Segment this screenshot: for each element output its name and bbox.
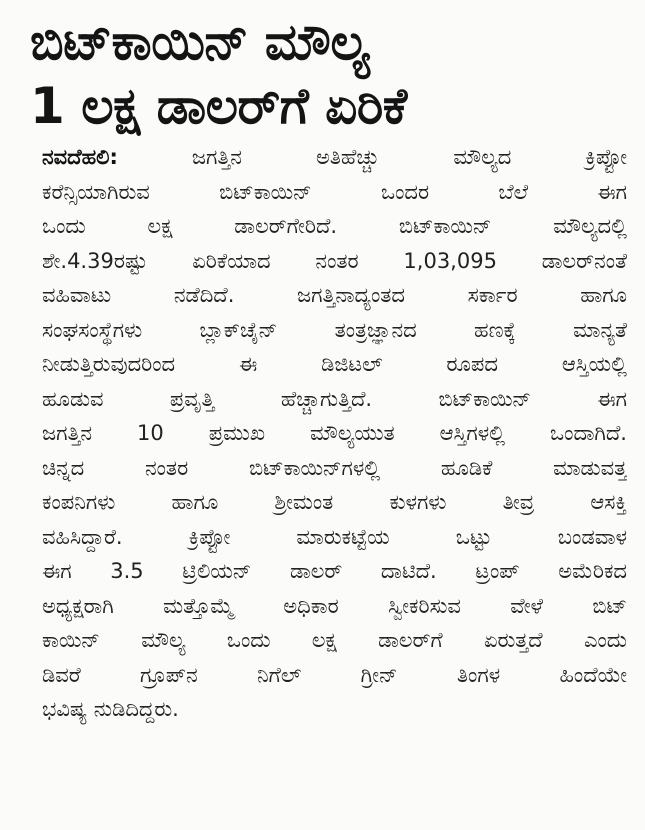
article-line: ಒಂದು ಲಕ್ಷ ಡಾಲರ್‌ಗೇರಿದೆ. ಬಿಟ್‌ಕಾಯಿನ್ ಮೌಲ್ಯದಲ್ಲಿ bbox=[42, 214, 627, 238]
article-line: ಶೇ.4.39ರಷ್ಟು ಏರಿಕೆಯಾದ ನಂತರ 1,03,095 ಡಾಲರ್‌ನಂತೆ bbox=[42, 248, 627, 273]
article-line: ಸಂಘಸಂಸ್ಥೆಗಳು ಬ್ಲಾಕ್‌ಚೈನ್ ತಂತ್ರಜ್ಞಾನದ ಹಣಕ್ಕೆ ಮಾನ್ಯತೆ bbox=[42, 317, 627, 342]
article-line: ಕಂಪನಿಗಳು ಹಾಗೂ ಶ್ರೀಮಂತ ಕುಳಗಳು ತೀವ್ರ ಆಸಕ್ತಿ bbox=[42, 490, 627, 514]
article-line: ಕಾಯಿನ್ ಮೌಲ್ಯ ಒಂದು ಲಕ್ಷ ಡಾಲರ್‌ಗೆ ಏರುತ್ತದೆ ಎಂದು bbox=[42, 628, 627, 652]
article-line: ಕರೆನ್ಸಿಯಾಗಿರುವ ಬಿಟ್‌ಕಾಯಿನ್ ಒಂದರ ಬೆಲೆ ಈಗ bbox=[42, 179, 627, 204]
article-line: ಭವಿಷ್ಯ ನುಡಿದಿದ್ದರು. bbox=[42, 697, 179, 721]
article-line bbox=[42, 140, 627, 175]
article-line: ಜಗತ್ತಿನ 10 ಪ್ರಮುಖ ಮೌಲ್ಯಯುತ ಆಸ್ತಿಗಳಲ್ಲಿ ಒಂದಾಗಿದೆ. bbox=[42, 421, 627, 445]
article-line: ಈಗ 3.5 ಟ್ರಿಲಿಯನ್ ಡಾಲರ್ ದಾಟಿದೆ. ಟ್ರಂಪ್ ಅಮೆರಿಕದ bbox=[42, 559, 627, 583]
article-line: ನೀಡುತ್ತಿರುವುದರಿಂದ ಈ ಡಿಜಿಟಲ್ ರೂಪದ ಆಸ್ತಿಯಲ್ಲಿ bbox=[42, 352, 627, 376]
headline-line-1: ಬಿಟ್‌ಕಾಯಿನ್ ಮೌಲ್ಯ bbox=[30, 13, 370, 71]
article-line-text: ಜಗತ್ತಿನ ಅತಿಹೆಚ್ಚು ಮೌಲ್ಯದ ಕ್ರಿಪ್ಟೋ bbox=[191, 145, 627, 169]
article-line: ವಹಿವಾಟು ನಡೆದಿದೆ. ಜಗತ್ತಿನಾದ್ಯಂತದ ಸರ್ಕಾರ ಹಾಗೂ bbox=[42, 283, 627, 307]
article-line: ಡಿವರೆ ಗ್ರೂಪ್‌ನ ನಿಗೆಲ್ ಗ್ರೀನ್ ತಿಂಗಳ ಹಿಂದೆಯೇ bbox=[42, 662, 627, 687]
article-line: ಹೂಡುವ ಪ್ರವೃತ್ತಿ ಹೆಚ್ಚಾಗುತ್ತಿದೆ. ಬಿಟ್‌ಕಾಯಿನ್ ಈಗ bbox=[42, 386, 627, 411]
article-line: ಚಿನ್ನದ ನಂತರ ಬಿಟ್‌ಕಾಯಿನ್‌ಗಳಲ್ಲಿ ಹೂಡಿಕೆ ಮಾಡುವತ್ತ bbox=[42, 455, 627, 480]
article-line: ಅಧ್ಯಕ್ಷರಾಗಿ ಮತ್ತೊಮ್ಮೆ ಅಧಿಕಾರ ಸ್ವೀಕರಿಸುವ ವೇಳೆ ಬಿಟ್ bbox=[42, 593, 627, 618]
article-line: ವಹಿಸಿದ್ದಾರೆ. ಕ್ರಿಪ್ಟೋ ಮಾರುಕಟ್ಟೆಯ ಒಟ್ಟು ಬಂಡವಾಳ bbox=[42, 524, 627, 549]
headline-line-2: 1 ಲಕ್ಷ ಡಾಲರ್‌ಗೆ ಏರಿಕೆ bbox=[30, 77, 407, 135]
article-body bbox=[42, 140, 627, 727]
dateline: ನವದೆಹಲಿ: bbox=[42, 145, 118, 169]
